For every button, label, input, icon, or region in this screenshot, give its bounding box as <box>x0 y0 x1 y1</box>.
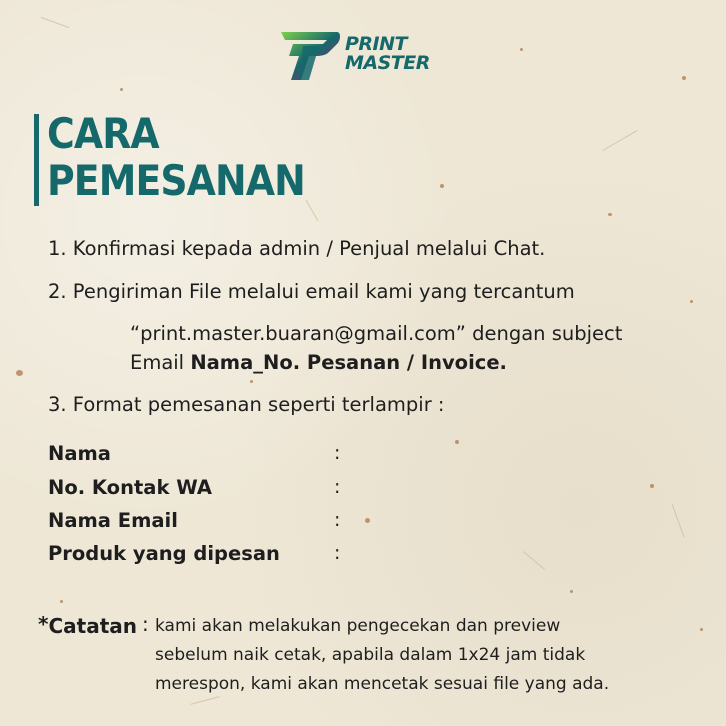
form-field-label: No. Kontak WA <box>48 476 212 499</box>
print-master-logo <box>279 30 454 82</box>
step-2-subject-format: Nama_No. Pesanan / Invoice. <box>190 351 507 374</box>
page-title <box>47 110 305 204</box>
note-line-2: sebelum naik cetak, apabila dalam 1x24 jam tidak <box>155 645 586 665</box>
note-label <box>38 612 137 638</box>
form-field-separator: : <box>334 542 341 564</box>
form-field-separator: : <box>334 442 341 464</box>
step-2: 2. Pengiriman File melalui email kami yang tercantum <box>48 280 575 303</box>
form-field-separator: : <box>334 476 341 498</box>
step-2-subject-line <box>130 351 507 374</box>
step-1: 1. Konfirmasi kepada admin / Penjual melalui Chat. <box>48 237 546 260</box>
logo-wordmark <box>345 35 430 73</box>
logo-line-print: PRINT <box>345 33 407 55</box>
title-line-1: CARA <box>47 109 159 158</box>
form-field-label: Produk yang dipesan <box>48 542 280 565</box>
title-accent-bar <box>34 114 39 206</box>
step-2-subject-prefix: Email <box>130 351 191 374</box>
form-field-label: Nama Email <box>48 509 178 532</box>
logo-line-master: MASTER <box>345 52 430 74</box>
note-line-3: merespon, kami akan mencetak sesuai file yang ada. <box>155 674 610 694</box>
step-2-email-line: “print.master.buaran@gmail.com” dengan subject <box>130 322 623 345</box>
note-label-text: Catatan <box>48 614 137 638</box>
note-separator: : <box>142 612 149 636</box>
form-field-separator: : <box>334 509 341 531</box>
title-line-2: PEMESANAN <box>47 156 305 205</box>
step-3: 3. Format pemesanan seperti terlampir : <box>48 393 445 416</box>
note-line-1: kami akan melakukan pengecekan dan preview <box>155 616 561 636</box>
note-star: * <box>38 612 49 636</box>
form-field-label: Nama <box>48 442 111 465</box>
print-master-logo-mark-icon <box>279 30 341 82</box>
